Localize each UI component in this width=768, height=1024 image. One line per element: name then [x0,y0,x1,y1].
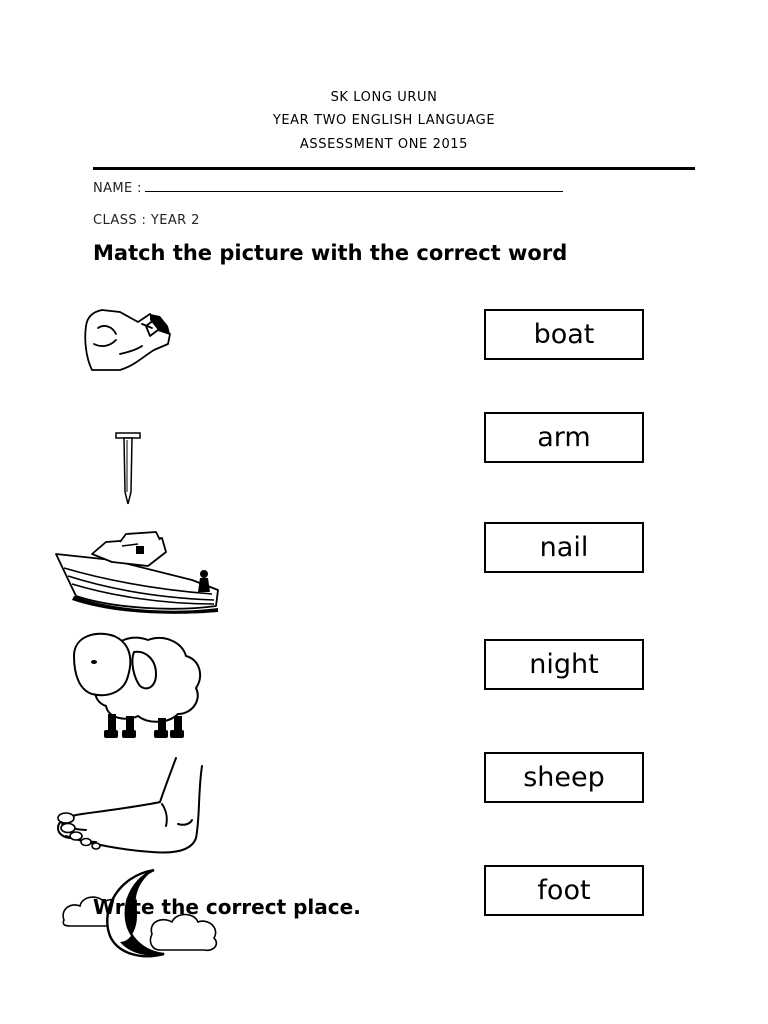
sheep-icon [68,626,208,744]
arm-icon [80,306,175,378]
word-box-night[interactable]: night [484,639,644,690]
school-name: SK LONG URUN [330,90,438,105]
class-label: CLASS : YEAR 2 [93,213,200,228]
header-divider [93,167,695,170]
assessment-title: ASSESSMENT ONE 2015 [299,137,469,152]
word-box-foot[interactable]: foot [484,865,644,916]
name-field [93,181,563,196]
name-blank-line[interactable] [145,181,563,192]
name-label: NAME : [93,181,142,196]
boat-icon [52,524,222,616]
subject-title: YEAR TWO ENGLISH LANGUAGE [272,113,496,128]
write-instruction: Write the correct place. [93,895,361,919]
word-box-arm[interactable]: arm [484,412,644,463]
word-box-boat[interactable]: boat [484,309,644,360]
match-instruction: Match the picture with the correct word [93,241,568,265]
foot-icon [52,754,212,858]
word-box-nail[interactable]: nail [484,522,644,573]
nail-icon [113,432,143,506]
word-box-sheep[interactable]: sheep [484,752,644,803]
